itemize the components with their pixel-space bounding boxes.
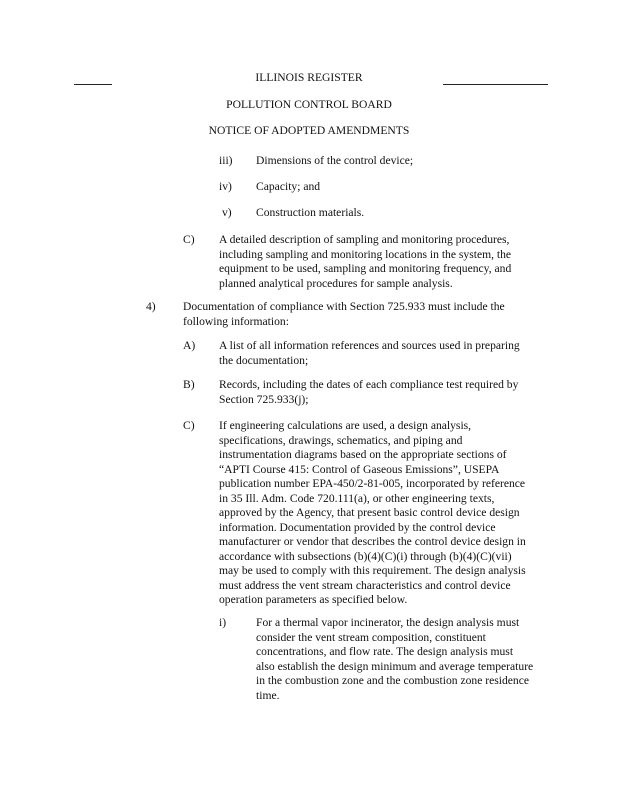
item-text-line: A list of all information references and sources used in preparing xyxy=(219,339,520,352)
item-label-c-engineering: C) xyxy=(183,419,195,432)
item-text-line: “APTI Course 415: Control of Gaseous Emissions”, USEPA xyxy=(219,462,500,476)
item-text-line: consider the vent stream composition, constituent xyxy=(256,630,486,644)
item-text-line: specifications, drawings, schematics, and piping and xyxy=(219,433,463,447)
item-label-4: 4) xyxy=(146,300,156,313)
item-text-line: Documentation of compliance with Section 725.933 must include the xyxy=(183,300,505,313)
item-text-line: Section 725.933(j); xyxy=(219,392,309,406)
notice-title: NOTICE OF ADOPTED AMENDMENTS xyxy=(208,124,410,137)
item-text-line: must address the vent stream characteristics and control device xyxy=(219,578,511,592)
item-text-iii: Dimensions of the control device; xyxy=(256,154,414,167)
item-label-iii: iii) xyxy=(219,154,233,167)
item-text-line: manufacturer or vendor that describes the control device design in xyxy=(219,535,526,548)
item-text-line: may be used to comply with this requirement. The design analysis xyxy=(219,564,526,577)
item-label-i: i) xyxy=(219,616,227,629)
item-text-line: operation parameters as specified below. xyxy=(219,593,408,606)
item-text-line: concentrations, and flow rate. The design analysis must xyxy=(256,645,514,658)
item-text-v: Construction materials. xyxy=(256,206,365,219)
item-label-v: v) xyxy=(222,206,232,219)
item-label-a: A) xyxy=(183,339,196,352)
item-text-line: For a thermal vapor incinerator, the design analysis must xyxy=(256,616,520,629)
item-text-line: A detailed description of sampling and monitoring procedures, xyxy=(219,233,510,246)
item-text-line: information. Documentation provided by the control device xyxy=(219,520,496,534)
item-text-line: the documentation; xyxy=(219,353,309,367)
item-text-line: accordance with subsections (b)(4)(C)(i) through (b)(4)(C)(vii) xyxy=(219,549,512,563)
item-text-line: also establish the design minimum and average temperature xyxy=(256,659,534,673)
item-text-line: time. xyxy=(256,688,280,702)
item-label-b: B) xyxy=(183,378,195,391)
item-text-line: approved by the Agency, that present basic control device design xyxy=(219,506,520,519)
item-text-line: instrumentation diagrams based on the appropriate sections of xyxy=(219,448,507,461)
item-text-line: equipment to be used, sampling and monitoring frequency, and xyxy=(219,262,512,275)
item-label-iv: iv) xyxy=(219,180,232,193)
item-text-line: publication number EPA-450/2-81-005, incorporated by reference xyxy=(219,477,526,490)
item-text-line: in the combustion zone and the combustion zone residence xyxy=(256,674,530,687)
board-title: POLLUTION CONTROL BOARD xyxy=(226,98,392,111)
register-title: ILLINOIS REGISTER xyxy=(255,71,363,84)
item-text-line: following information: xyxy=(183,314,289,328)
item-text-line: including sampling and monitoring locations in the system, the xyxy=(219,247,512,261)
item-label-c-sampling: C) xyxy=(183,233,195,246)
item-text-line: If engineering calculations are used, a design analysis, xyxy=(219,419,472,432)
item-text-line: Records, including the dates of each compliance test required by xyxy=(219,378,519,391)
item-text-line: in 35 Ill. Adm. Code 720.111(a), or other engineering texts, xyxy=(219,491,495,505)
item-text-line: planned analytical procedures for sample analysis. xyxy=(219,276,453,290)
item-text-iv: Capacity; and xyxy=(256,180,321,193)
